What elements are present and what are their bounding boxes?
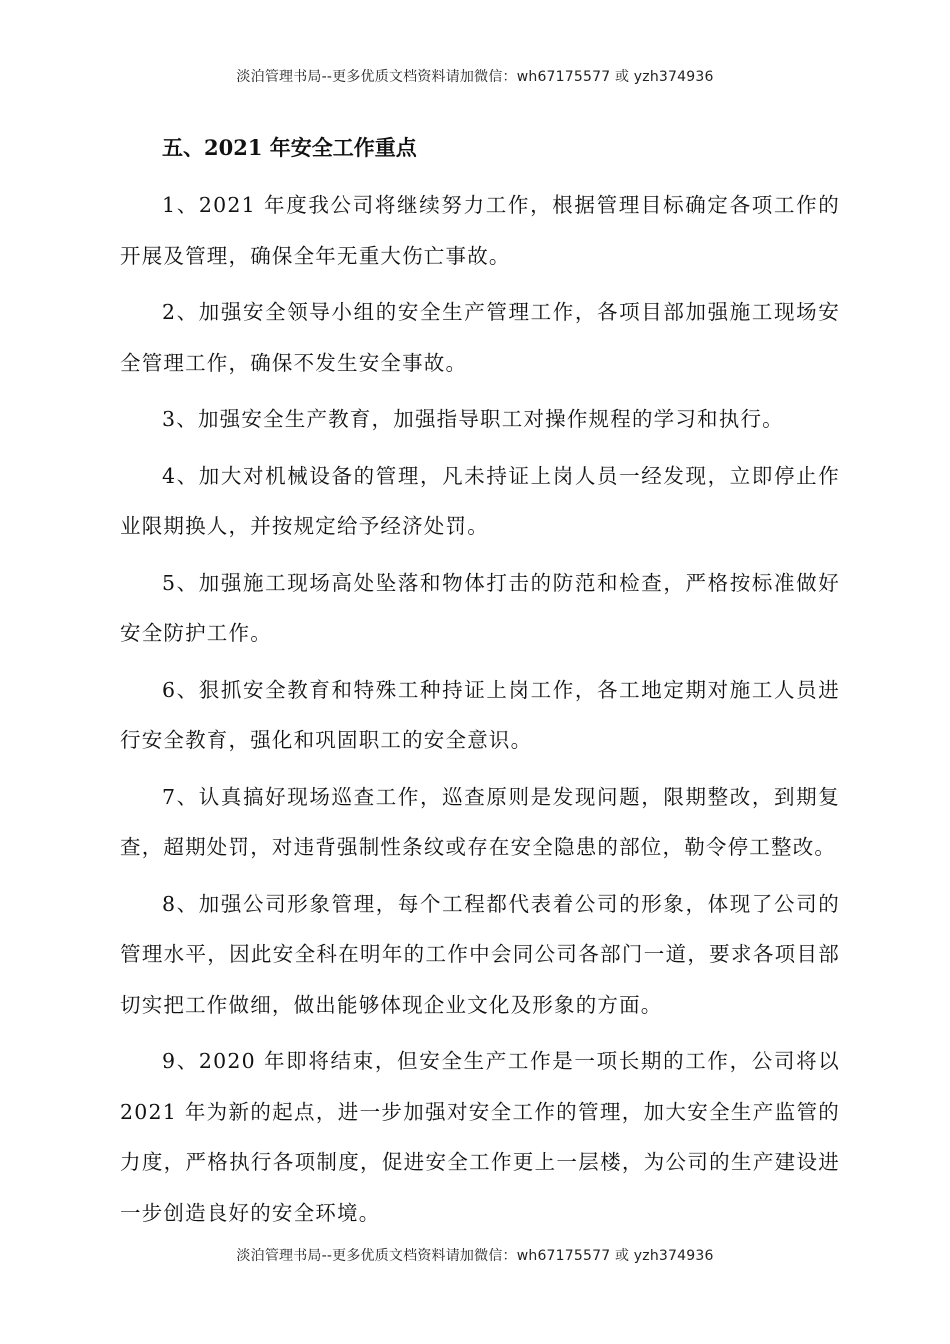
paragraph-item-2: 2、加强安全领导小组的安全生产管理工作，各项目部加强施工现场安全管理工作，确保不发生安全事故。	[120, 300, 840, 375]
paragraph-item-6: 6、狠抓安全教育和特殊工种持证上岗工作，各工地定期对施工人员进行安全教育，强化和巩固职工的安全意识。	[120, 677, 840, 752]
paragraph-item-8: 8、加强公司形象管理，每个工程都代表着公司的形象，体现了公司的管理水平，因此安全科在明年的工作中会同公司各部门一道，要求各项目部切实把工作做细，做出能够体现企业文化及形象的方面。	[120, 891, 840, 1017]
paragraph-item-7: 7、认真搞好现场巡查工作，巡查原则是发现问题，限期整改，到期复查，超期处罚，对违背强制性条纹或存在安全隐患的部位，勒令停工整改。	[120, 784, 840, 859]
page-footer: 淡泊管理书局--更多优质文档资料请加微信：wh67175577 或 yzh374936	[236, 1248, 714, 1264]
paragraph-item-9: 9、2020 年即将结束，但安全生产工作是一项长期的工作，公司将以 2021 年为新的起点，进一步加强对安全工作的管理，加大安全生产监管的力度，严格执行各项制度，促进安全工作更上一层楼，为公司的生产建设进一步创造良好的安全环境。	[120, 1049, 840, 1225]
paragraph-item-5: 5、加强施工现场高处坠落和物体打击的防范和检查，严格按标准做好安全防护工作。	[120, 570, 840, 645]
paragraph-item-3: 3、加强安全生产教育，加强指导职工对操作规程的学习和执行。	[162, 407, 784, 431]
document-body	[120, 128, 840, 1244]
section-title: 五、2021 年安全工作重点	[162, 135, 417, 160]
paragraph-item-1: 1、2021 年度我公司将继续努力工作，根据管理目标确定各项工作的开展及管理，确保全年无重大伤亡事故。	[120, 193, 840, 268]
page-header: 淡泊管理书局--更多优质文档资料请加微信：wh67175577 或 yzh374936	[236, 69, 714, 85]
paragraph-item-4: 4、加大对机械设备的管理，凡未持证上岗人员一经发现，立即停止作业限期换人，并按规定给予经济处罚。	[120, 463, 840, 538]
